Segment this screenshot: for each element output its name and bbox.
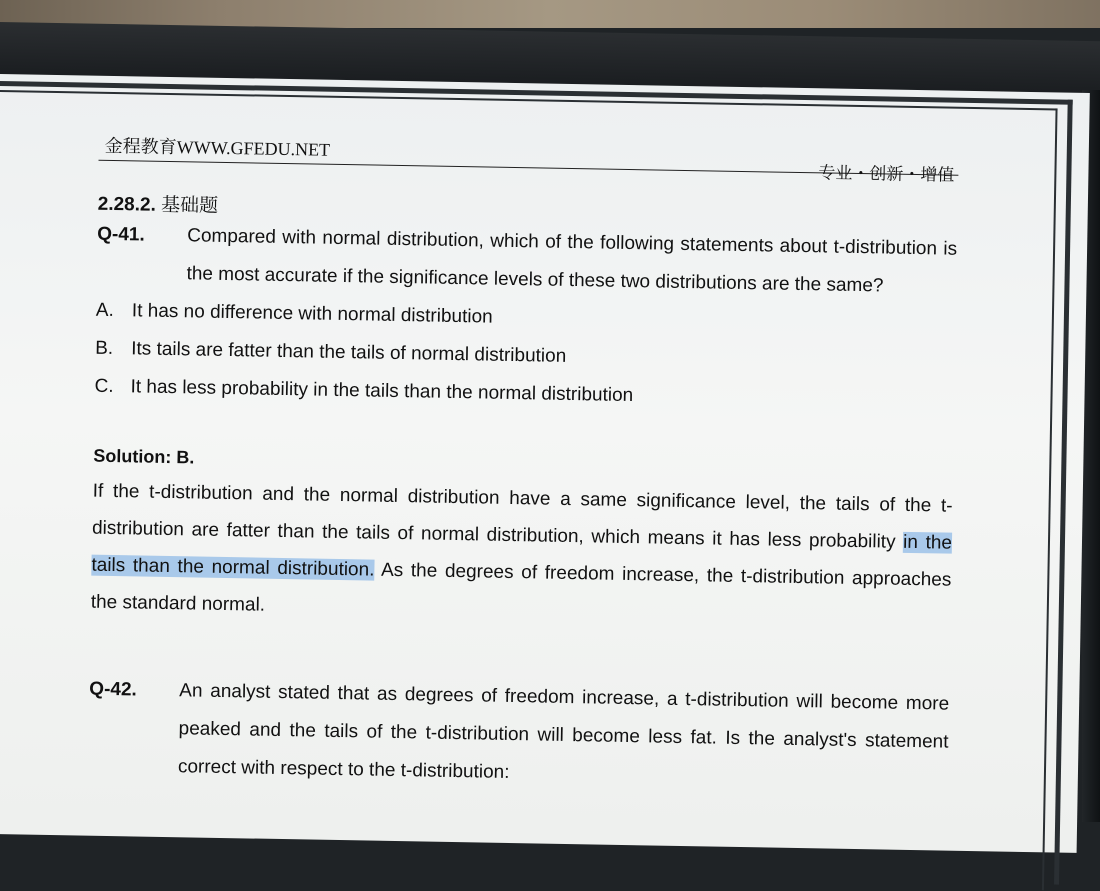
selected-text-highlight[interactable]: in the tails than the normal distribution. — [91, 531, 953, 581]
question-42-text[interactable]: An analyst stated that as degrees of freedom increase, a t-distribution will become more peaked and the tails of the t-distribution will become less fat. Is the analyst's statement correct with respect to the t-distribution: — [177, 680, 950, 783]
question-41-number: Q-41. — [97, 223, 145, 246]
solution-text-start[interactable]: If the t-distribution and the normal distribution have a same significance level, the tails of the t-distribution are fatter than the tails of normal distribution, which means it has less probability — [91, 480, 953, 553]
option-b-letter: B. — [95, 337, 114, 360]
question-41-text: Compared with normal distribution, which of the following statements about t-distribution is the most accurate if the significance levels of these two distributions are the same? — [186, 225, 958, 297]
desk-background — [0, 0, 1100, 28]
question-42 — [88, 679, 950, 800]
option-c-text: It has less probability in the tails than the normal distribution — [130, 376, 634, 407]
section-title: 基础题 — [160, 194, 219, 217]
document-page — [88, 126, 959, 800]
section-number: 2.28.2. — [97, 193, 157, 216]
solution-title: Solution: B. — [93, 445, 195, 468]
option-c-letter: C. — [94, 375, 114, 398]
option-a-letter: A. — [95, 299, 115, 322]
question-42-number: Q-42. — [89, 678, 137, 701]
option-a-text: It has no difference with normal distribution — [131, 300, 493, 328]
question-41-options — [94, 292, 956, 421]
document-screen — [0, 74, 1090, 853]
option-b-text: Its tails are fatter than the tails of normal distribution — [131, 338, 567, 367]
header-left-text: 金程教育WWW.GFEDU.NET — [104, 135, 331, 160]
header-right-text: 专业・创新・增值 — [818, 163, 955, 185]
solution-text[interactable] — [90, 473, 952, 636]
solution-text-end[interactable]: As the degrees of freedom increase, the t-distribution approaches the standard normal. — [90, 559, 952, 616]
